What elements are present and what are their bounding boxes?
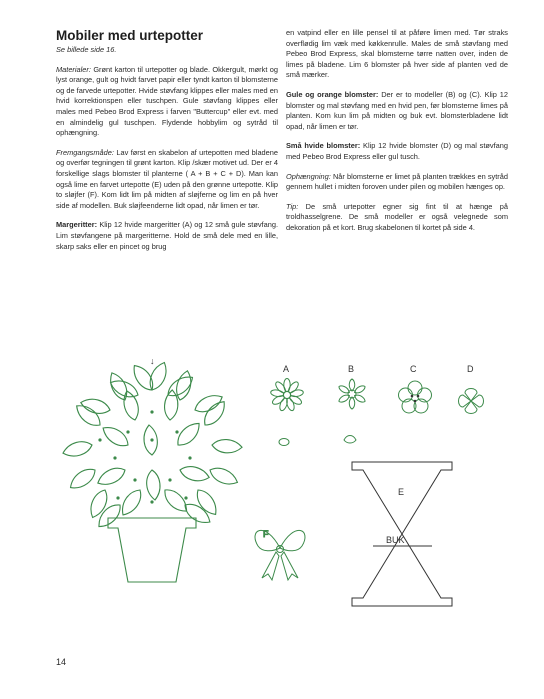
flower-b-label: B — [348, 364, 355, 374]
page-title: Mobiler med urtepotter — [56, 28, 204, 43]
flower-c-label: C — [410, 364, 417, 374]
materials-label: Materialer: — [56, 64, 91, 74]
plant-pot — [108, 518, 196, 582]
bow-f-label: F — [263, 529, 269, 539]
flower-d-template — [459, 364, 484, 414]
method-text: Lav først en skabelon af urtepotten med bladene og overfør tegningen til grønt karton. Klip /skær motivet ud. Der er 4 forskellige slags blomster til planterne ( A + B + C + D). Man kan også lime en farvet urtepotte (E) uden på den grønne urtepotte. Klip to sløjfer (F). Kom lidt lim på midten af sløjferne og lim en på hver side af modellen. Buk sløjfeenderne lidt opad, når limen er tør. — [56, 147, 278, 210]
hanging-text: Når blomsterne er limet på planten trækkes en sytråd gennem hullet i midten foroven under pilen og mobilen hænges op. — [286, 171, 508, 192]
plant-template — [62, 360, 243, 582]
white-flowers-label: Små hvide blomster: — [286, 141, 361, 151]
method-label: Fremgangsmåde: — [56, 147, 114, 157]
bow-f-template — [255, 529, 305, 580]
orange-flowers-text: Der er to modeller (B) og (C). Klip 12 blomster og mal støvfang med en hvid pen, før blomsterne limes på planten. Kom kun lim på midten og buk evt. blomsterbladene lidt opad, når limen er tør. — [286, 89, 508, 131]
flower-b-template — [338, 364, 367, 443]
margeritter-text: Klip 12 hvide margeritter (A) og 12 små gule støvfang. Lim støvfangene på margeritterne. Hold de små dele med en lille, skarp saks eller en pincet og brug — [56, 220, 278, 251]
pot-e-label: E — [398, 487, 405, 497]
flower-a-label: A — [283, 364, 290, 374]
flower-a-template — [270, 364, 304, 446]
flower-d-label: D — [467, 364, 474, 374]
materials-text: Grønt karton til urtepotter og blade. Okkergult, mørkt og lyst orange, gult og hvidt farvet papir eller tyndt karton til blomsterne og de farvede urtepotter. Hvide støvfang klippes eller males med en hvid korrektionspen eller tuschpen. Gule støvfang klippes eller males med Pebeo Brod Express i farven "Buttercup" eller evt. med en almindelig gul tuschpen. Flydende hobbylim og sytråd til ophængning. — [56, 64, 278, 138]
tip-label: Tip: — [286, 201, 299, 211]
plant-leaves — [62, 360, 243, 530]
page-subtitle: Se billede side 16. — [56, 45, 117, 54]
margeritter-label: Margeritter: — [56, 220, 98, 230]
continued-paragraph: en vatpind eller en lille pensel til at påføre limen med. Tør straks overflødig lim væk med køkkenrulle. Males de små støvfang med Pebeo Brod Express, skal blomsterne tørre natten over, inden de limes på bladene. Lim 6 blomster på hver side af planten ved de små mærker. — [286, 28, 508, 80]
pot-e-template — [352, 462, 452, 606]
white-flowers-text: Klip 12 hvide blomster (D) og mal støvfang med Pebeo Brod Express eller gul tusch. — [286, 141, 508, 161]
flower-c-template — [399, 364, 432, 413]
flower-b-center-template — [344, 436, 356, 444]
fold-label: BUK — [386, 535, 405, 545]
flower-marks — [98, 410, 191, 503]
hanging-arrow-icon: ↓ — [150, 356, 155, 366]
flower-a-center-template — [279, 439, 289, 446]
hanging-label: Ophængning: — [286, 171, 331, 181]
tip-text: De små urtepotter egner sig fint til at hænge på troldhasselgrene. De små modeller er også velegnede som dekoration på et kort. Brug skabelonen til kortet på side 4. — [286, 201, 508, 232]
page-number: 14 — [56, 657, 67, 667]
orange-flowers-label: Gule og orange blomster: — [286, 89, 379, 99]
